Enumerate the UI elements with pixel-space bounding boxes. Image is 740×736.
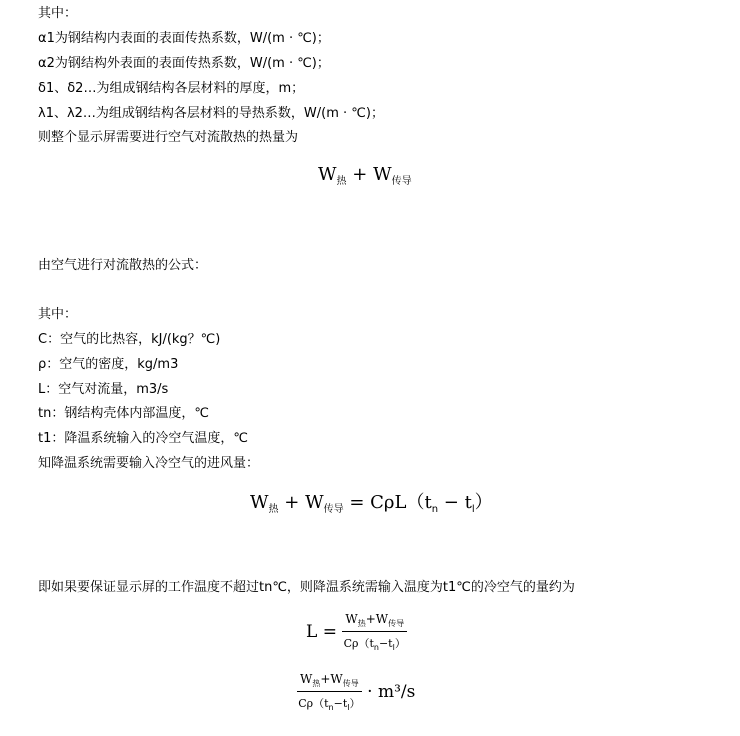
eq1-plus: +	[352, 164, 368, 185]
section1-conclusion: 则整个显示屏需要进行空气对流散热的热量为	[38, 130, 299, 145]
var-rho: ρ：空气的密度，kg/m3	[38, 357, 179, 372]
eq3-lhs: L =	[306, 622, 337, 642]
section2-intro: 其中：	[38, 307, 78, 322]
eq4-numerator: $W_热+W_{传导}$	[297, 672, 362, 692]
eq2-rhs: $C\rho L(t_n - t_l)$	[370, 492, 493, 515]
thickness-delta: δ1、δ2…为组成钢结构各层材料的厚度，m；	[38, 81, 305, 96]
equation-l-fraction	[306, 612, 407, 652]
eq1-sub-heat: 热	[336, 176, 347, 187]
eq3-numerator: $W_热+W_{传导}$	[342, 612, 407, 632]
eq4-unit: · m³/s	[367, 682, 416, 702]
eq3-fraction	[342, 612, 407, 652]
var-c: C：空气的比热容，kJ/(kg？℃)	[38, 332, 221, 347]
eq3-denominator: $C\rho(t_n-t_l)$	[343, 637, 406, 652]
eq4-fraction	[297, 672, 362, 712]
equation-heat-sum	[318, 164, 412, 187]
section1-intro: 其中：	[38, 6, 78, 21]
coefficient-alpha1: α1为钢结构内表面的表面传热系数，W/(m · ℃)；	[38, 31, 330, 46]
formula-title: 由空气进行对流散热的公式：	[38, 258, 208, 273]
eq4-denominator: $C\rho(t_n-t_l)$	[298, 697, 361, 712]
section3-text: 即如果要保证显示屏的工作温度不超过tn℃，则降温系统需输入温度为t1℃的冷空气的量约为	[38, 580, 575, 595]
eq1-w1: W	[318, 164, 337, 185]
var-t1: t1：降温系统输入的冷空气温度，℃	[38, 431, 248, 446]
eq2-plus: +	[284, 492, 300, 513]
eq1-w2: W	[373, 164, 392, 185]
eq2-equals: =	[349, 492, 365, 513]
var-tn: tn：钢结构壳体内部温度，℃	[38, 406, 209, 421]
equation-convection	[250, 488, 493, 515]
eq2-sub-heat: 热	[268, 504, 279, 515]
eq1-sub-conduct: 传导	[391, 176, 412, 187]
section2-conclusion: 知降温系统需要输入冷空气的进风量：	[38, 456, 260, 471]
coefficient-alpha2: α2为钢结构外表面的表面传热系数，W/(m · ℃)；	[38, 56, 330, 71]
var-l: L：空气对流量，m3/s	[38, 382, 169, 397]
eq2-sub-conduct: 传导	[323, 504, 344, 515]
eq2-w2: W	[305, 492, 324, 513]
conductivity-lambda: λ1、λ2…为组成钢结构各层材料的导热系数，W/(m · ℃)；	[38, 106, 384, 121]
equation-result	[297, 672, 415, 712]
eq2-w1: W	[250, 492, 269, 513]
